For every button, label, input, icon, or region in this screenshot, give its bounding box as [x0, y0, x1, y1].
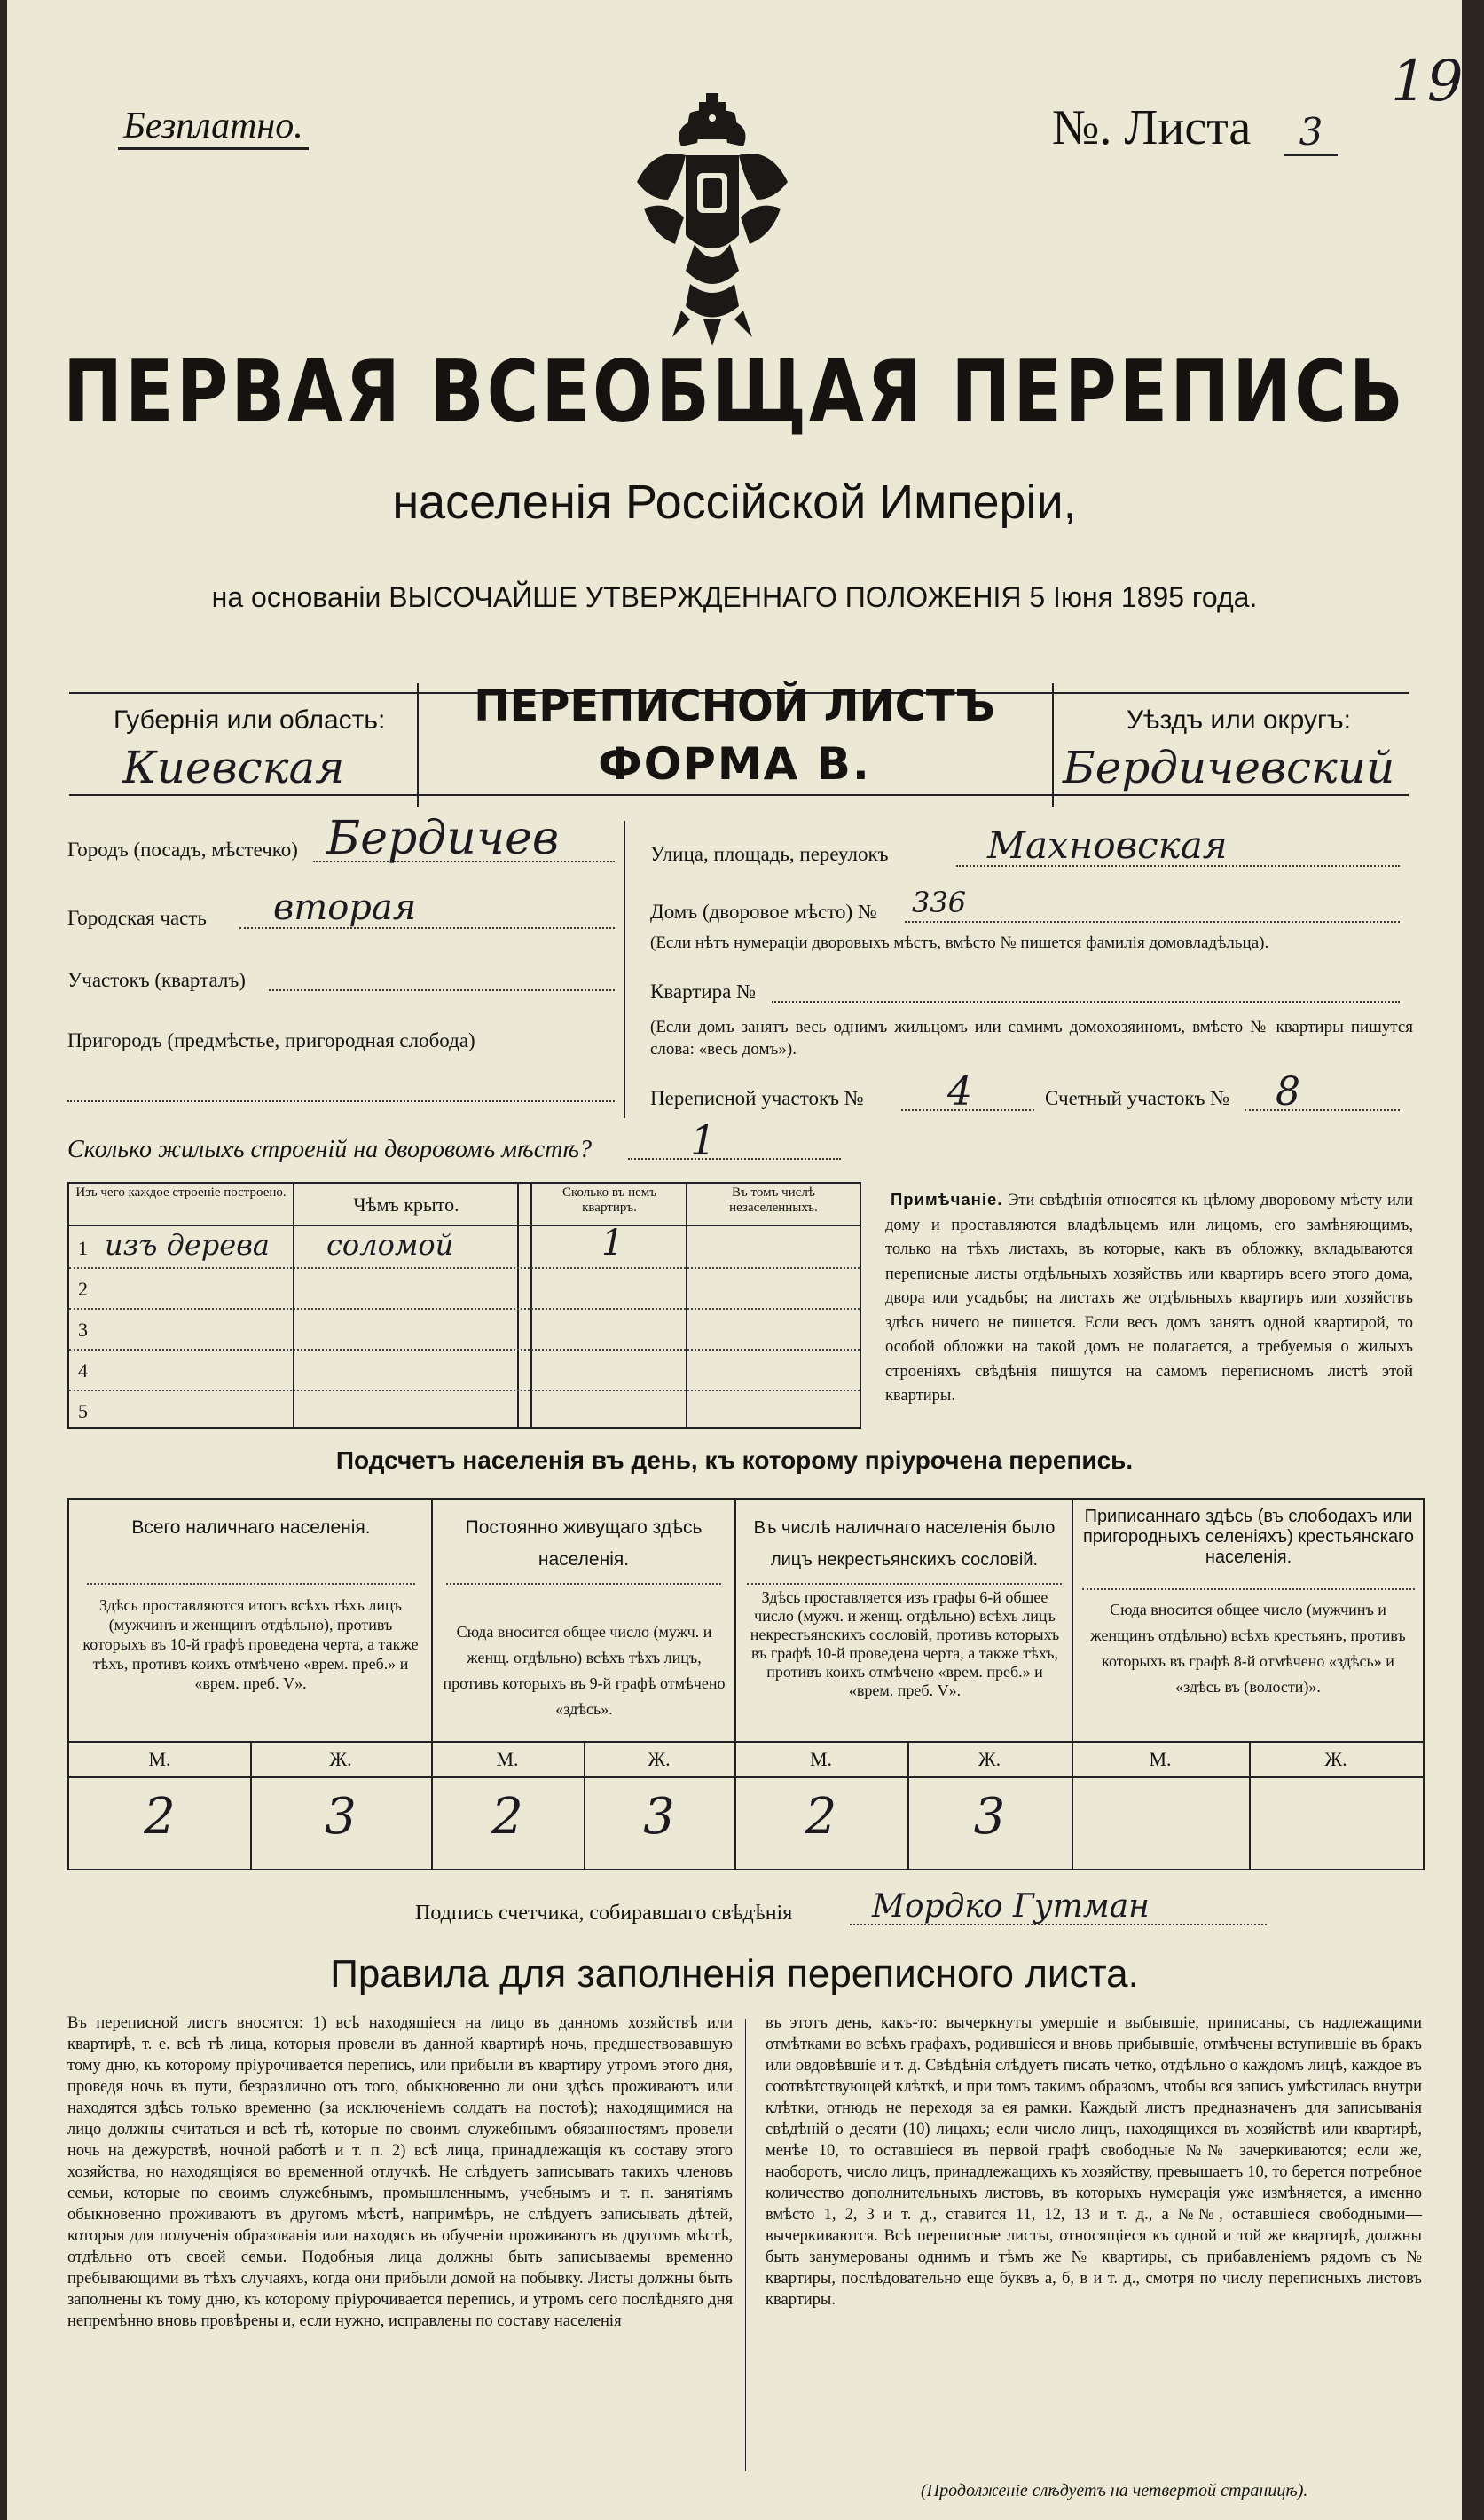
count-area-value: 8: [1276, 1069, 1300, 1114]
tally-body-peasant: Сюда вносится общее число (мужчинъ и женщинъ отдѣльно) всѣхъ крестьянъ, противъ которыхъ въ графѣ 8-й отмѣчено «здѣсь» и «здѣсь въ (волости)».: [1090, 1601, 1406, 1696]
tally-table: [67, 1498, 1425, 1870]
city-part-value: вторая: [273, 887, 417, 928]
tally-f-label: Ж.: [648, 1748, 671, 1770]
buildings-col-material: Изъ чего каждое строеніе построено.: [75, 1185, 287, 1200]
note-text: Эти свѣдѣнія относятся къ цѣлому дворовому мѣсту или дому и проставляются владѣльцемъ или лицомъ, его замѣняющимъ, только на тѣхъ листахъ, въ которые, какъ въ обложку, вкладываются переписные листы отдѣльныхъ хозяйствъ или квартиръ всего этого дома, двора или усадьбы; на листахъ же отдѣльныхъ квартиръ или хозяйствъ здѣсь ничего не пишется. Если весь домъ занятъ одной квартирой, то особой обложки на такой домъ не полагается, а требуемыя о жилыхъ строеніяхъ свѣдѣнія пишутся на самомъ переписномъ листѣ этой квартиры.: [885, 1192, 1413, 1405]
sheet-number-label: №. Листа: [1052, 100, 1252, 155]
tally-m-label: М.: [148, 1748, 171, 1770]
city-label: Городъ (посадъ, мѣстечко): [67, 839, 298, 861]
tally-body-permanent: Сюда вносится общее число (мужч. и женщ. отдѣльно) всѣхъ тѣхъ лицъ, противъ которыхъ въ 9-й графѣ отмѣчено «здѣсь».: [443, 1623, 726, 1718]
census-title: ПЕРВАЯ ВСЕОБЩАЯ ПЕРЕПИСЬ: [63, 342, 1406, 442]
tally-permanent-m: 2: [491, 1788, 523, 1846]
tally-m-label: М.: [1149, 1748, 1172, 1770]
city-part-label: Городская часть: [67, 907, 207, 929]
uezd-label: Уѣздъ или округъ:: [1127, 705, 1352, 735]
buildings-answer: 1: [690, 1116, 717, 1164]
rules-continued: (Продолженіе слѣдуетъ на четвертой страницѣ).: [921, 2481, 1308, 2500]
archive-page-number: 19: [1391, 49, 1464, 114]
table-row: [69, 1391, 860, 1430]
street-value: Махновская: [987, 823, 1228, 867]
tally-total-m: 2: [144, 1788, 176, 1846]
form-name: ПЕРЕПИСНОЙ ЛИСТЪ: [474, 681, 995, 731]
row-number: 4: [78, 1359, 88, 1382]
row-material: изъ дерева: [105, 1228, 270, 1262]
rules-right-column: въ этотъ день, какъ-то: вычеркнуты умершіе и выбывшіе, приписаны, съ надлежащими отмѣтками во всѣхъ графахъ, родившіеся и вновь прибывшіе, отмѣчены вступившіе въ бракъ или овдовѣвшіе и т. д. Свѣдѣнія слѣдуетъ писать четко, отдѣльно о каждомъ лицѣ, каждое въ соотвѣтствующей клѣткѣ, и при томъ такимъ образомъ, чтобы вся запись умѣстилась внутри клѣтки, отнюдь не переходя за ея рамки. Каждый листъ предназначенъ для записыванія свѣдѣній о десяти (10) лицахъ; если число лицъ, находящихся въ хозяйствѣ или квартирѣ, менѣе 10, то оставшіеся въ первой графѣ свободные №№ зачеркиваются; если же, наоборотъ, число лицъ, принадлежащихъ къ хозяйству, превышаетъ 10, то берется потребное количество дополнительныхъ листовъ, въ которыхъ нумерація уже измѣняется, а именно вмѣсто 1, 2, 3 и т. д., ставится 11, 12, 13 и т. д., а №№, оставшіеся свободными—вычеркиваются. Всѣ переписные листы, относящіеся къ одной и той же квартирѣ, должны быть занумерованы однимъ и тѣмъ же № квартиры, съ прибавленіемъ рядомъ съ № квартиры, послѣдовательно еще буквъ а, б, в и т. д., смотря по числу переписныхъ листовъ квартиры.: [766, 2014, 1422, 2309]
signature-value: Мордко Гутман: [872, 1888, 1150, 1925]
apartment-label: Квартира №: [650, 980, 757, 1003]
house-value: 336: [912, 886, 967, 919]
tally-body-total: Здѣсь проставляются итогъ всѣхъ тѣхъ лицъ (мужчинъ и женщинъ отдѣльно), противъ которыхъ въ 10-й графѣ проведена черта, а также тѣхъ, противъ коихъ отмѣчено «врем. преб.» и «врем. преб. V».: [82, 1596, 419, 1692]
tally-f-label: Ж.: [329, 1748, 352, 1770]
tally-m-label: М.: [809, 1748, 833, 1770]
census-subtitle: населенія Россійской Имперіи,: [392, 476, 1077, 529]
row-number: 3: [78, 1319, 88, 1341]
buildings-col-apartments: Сколько въ немъ квартиръ.: [561, 1185, 657, 1215]
guberniya-value: Киевская: [122, 742, 345, 793]
free-label: Безплатно.: [118, 105, 309, 150]
tally-body-nonpeasant: Здѣсь проставляется изъ графы 6-й общее число (мужч. и женщ. отдѣльно) всѣхъ лицъ некрестьянскихъ сословій, противъ которыхъ въ графѣ 10-й проведена черта, а также тѣхъ, противъ коихъ отмѣчено «врем. преб.» и «врем. преб. V».: [750, 1588, 1060, 1699]
table-row: [69, 1351, 860, 1391]
tally-permanent-f: 3: [643, 1788, 675, 1846]
tally-f-label: Ж.: [1324, 1748, 1347, 1770]
census-sheet: [7, 0, 1462, 2520]
street-label: Улица, площадь, переулокъ: [650, 843, 889, 865]
table-row: [69, 1223, 860, 1269]
buildings-question: Сколько жилыхъ строеній на дворовомъ мѣстѣ?: [67, 1136, 593, 1163]
table-row: [69, 1269, 860, 1310]
census-basis: на основаніи ВЫСОЧАЙШЕ УТВЕРЖДЕННАГО ПОЛОЖЕНІЯ 5 Іюня 1895 года.: [211, 581, 1258, 613]
rules-left-column: Въ переписной листъ вносятся: 1) всѣ находящіеся на лицо въ данномъ хозяйствѣ или квартирѣ, т. е. всѣ тѣ лица, которыя провели въ данной квартирѣ ночь, предшествовавшую тому дню, къ которому пріурочивается перепись, или прибыли въ квартиру утромъ этого дня, проведя ночь въ пути, безразлично отъ того, обыкновенно ли они здѣсь проживаютъ или находятся здѣсь только временно (за исключеніемъ солдатъ на постоѣ); находящимися на лицо должны считаться и всѣ тѣ, которые по своимъ служебнымъ обязанностямъ провели ночь на дежурствѣ, ночной работѣ и т. п. 2) всѣ лица, принадлежащія къ составу этого хозяйства, но находящіяся во временной отлучкѣ. Не слѣдуетъ записывать такихъ членовъ семьи, которые по своимъ служебнымъ, промышленнымъ, учебнымъ и т. п. занятіямъ обыкновенно проживаютъ въ другомъ мѣстѣ, напримѣръ, не слѣдуетъ записывать дѣтей, которыя для полученія образованія или находясь въ обученіи проживаютъ въ другомъ мѣстѣ, отдѣльно отъ своей семьи. Подобныя лица должны быть записываемы временно пребывающими въ тѣхъ случаяхъ, когда они прибыли домой на побывку. Листы должны быть заполнены къ тому дню, къ которому пріурочивается перепись, и утромъ сего послѣдняго дня непремѣнно вновь провѣрены и, если нужно, исправлены по составу населенія: [67, 2014, 733, 2330]
apartment-note: (Если домъ занятъ весь однимъ жильцомъ или самимъ домохозяиномъ, вмѣсто № квартиры пишутся слова: «весь домъ»).: [650, 1018, 1413, 1059]
guberniya-label: Губернія или область:: [114, 705, 386, 735]
buildings-col-vacant: Въ томъ числѣ незаселенныхъ.: [729, 1185, 818, 1215]
row-number: 1: [78, 1237, 88, 1259]
tally-m-label: М.: [496, 1748, 519, 1770]
suburb-label: Пригородъ (предмѣстье, пригородная слобода): [67, 1029, 475, 1051]
tally-nonpeasant-f: 3: [973, 1788, 1006, 1846]
census-area-label: Переписной участокъ №: [650, 1087, 864, 1109]
count-area-label: Счетный участокъ №: [1045, 1087, 1230, 1109]
row-apartments: 1: [601, 1223, 624, 1264]
rules-title: Правила для заполненія переписного листа.: [330, 1952, 1139, 1996]
table-row: [69, 1310, 860, 1351]
row-number: 2: [78, 1278, 88, 1300]
uezd-value: Бердичевский: [1063, 742, 1395, 793]
sheet-number-value: 3: [1284, 110, 1338, 156]
tally-head-total: Всего наличнаго населенія.: [87, 1512, 415, 1585]
census-area-value: 4: [947, 1069, 972, 1114]
signature-label: Подпись счетчика, собиравшаго свѣдѣнія: [415, 1902, 793, 1925]
tally-total-f: 3: [325, 1788, 357, 1846]
buildings-col-roof: Чѣмъ крыто.: [353, 1193, 459, 1216]
buildings-note: [885, 1187, 1413, 1409]
imperial-eagle-emblem: [628, 93, 797, 350]
row-roof: соломой: [326, 1228, 454, 1262]
city-value: Бердичев: [326, 812, 560, 865]
form-type: ФОРМА В.: [598, 738, 871, 790]
tally-nonpeasant-m: 2: [805, 1788, 837, 1846]
district-label: Участокъ (кварталъ): [67, 969, 246, 991]
house-note: (Если нѣтъ нумераціи дворовыхъ мѣстъ, вмѣсто № пишется фамилія домовладѣльца).: [650, 933, 1269, 952]
note-title: Примѣчаніе.: [891, 1190, 1003, 1209]
tally-head-peasant: Приписаннаго здѣсь (въ слободахъ или пригородныхъ селеніяхъ) крестьянскаго населенія.: [1082, 1507, 1415, 1590]
tally-f-label: Ж.: [978, 1748, 1001, 1770]
house-label: Домъ (дворовое мѣсто) №: [650, 901, 877, 923]
row-number: 5: [78, 1400, 88, 1422]
tally-head-nonpeasant: Въ числѣ наличнаго населенія было лицъ некрестьянскихъ сословій.: [747, 1512, 1062, 1585]
tally-title: Подсчетъ населенія въ день, къ которому пріурочена перепись.: [335, 1446, 1134, 1474]
tally-head-permanent: Постоянно живущаго здѣсь населенія.: [446, 1512, 721, 1585]
